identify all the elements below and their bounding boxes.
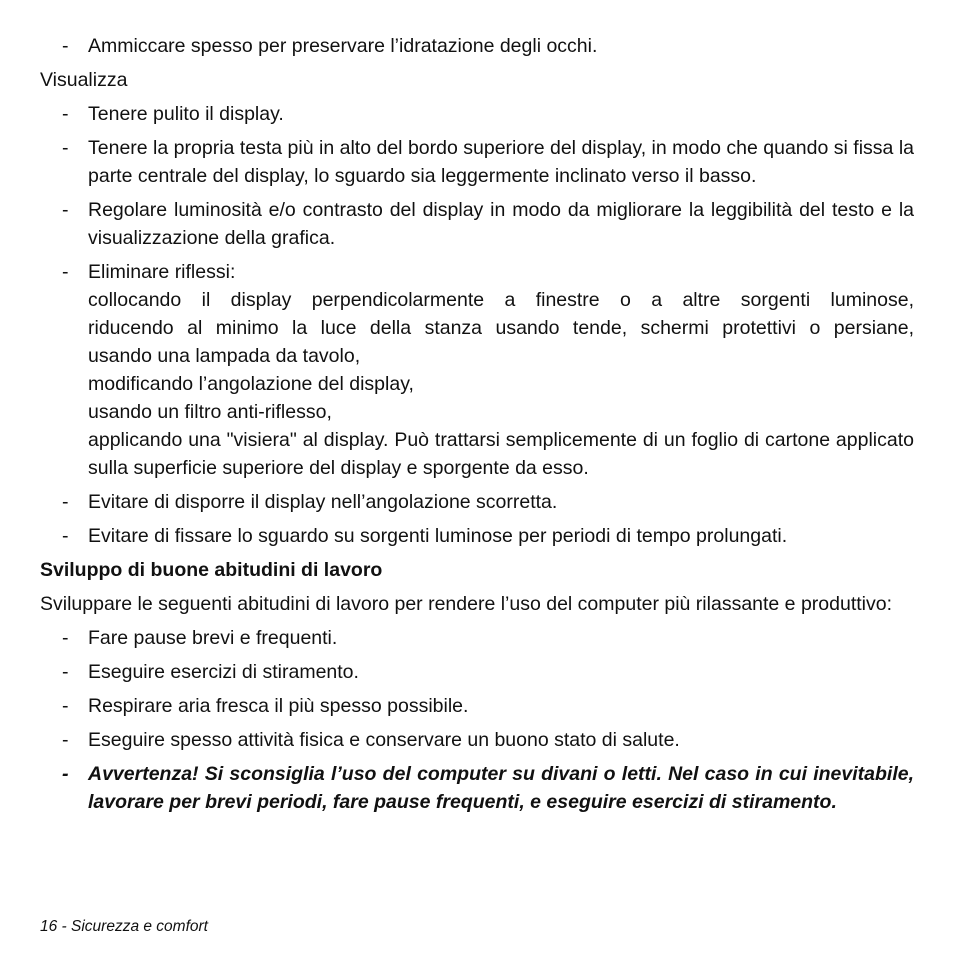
sub-line: usando una lampada da tavolo, <box>88 345 361 367</box>
list-item-text: Evitare di disporre il display nell’angolazione scorretta. <box>88 491 558 513</box>
bullet-dash: - <box>62 35 69 57</box>
list-item-text: Tenere pulito il display. <box>88 103 284 125</box>
list-item-light-sources <box>40 522 914 550</box>
list-item-text: Regolare luminosità e/o contrasto del display in modo da migliorare la leggibilità del testo e la visualizzazione della grafica. <box>88 199 914 249</box>
list-item-blink <box>40 32 914 60</box>
list-item-text: Respirare aria fresca il più spesso possibile. <box>88 695 469 717</box>
list-item-exercise <box>40 726 914 754</box>
intro-paragraph: Sviluppare le seguenti abitudini di lavoro per rendere l’uso del computer più rilassante e produttivo: <box>40 593 893 615</box>
sub-line: usando un filtro anti-riflesso, <box>88 401 332 423</box>
list-item-clean-display <box>40 100 914 128</box>
warning-item <box>40 760 914 816</box>
list-item-fresh-air <box>40 692 914 720</box>
bullet-dash: - <box>62 525 69 547</box>
list-item-text: Evitare di fissare lo sguardo su sorgenti luminose per periodi di tempo prolungati. <box>88 525 788 547</box>
list-item-head-position <box>40 134 914 190</box>
bullet-dash: - <box>62 199 69 221</box>
list-item-text: Tenere la propria testa più in alto del bordo superiore del display, in modo che quando si fissa la parte centrale del display, lo sguardo sia leggermente inclinato verso il basso. <box>88 137 914 187</box>
list-item-stretching <box>40 658 914 686</box>
list-item-text: Eseguire esercizi di stiramento. <box>88 661 359 683</box>
bullet-dash: - <box>62 627 69 649</box>
bullet-dash: - <box>62 695 69 717</box>
section-label-visualizza: Visualizza <box>40 69 128 91</box>
list-item-text: Eseguire spesso attività fisica e conservare un buono stato di salute. <box>88 729 680 751</box>
list-item-breaks <box>40 624 914 652</box>
sub-line: modificando l’angolazione del display, <box>88 373 414 395</box>
bullet-dash: - <box>62 261 69 283</box>
list-item-text: Fare pause brevi e frequenti. <box>88 627 338 649</box>
page-footer: 16 - Sicurezza e comfort <box>40 918 208 935</box>
list-item-angle <box>40 488 914 516</box>
bullet-dash: - <box>62 103 69 125</box>
sub-line: applicando una "visiera" al display. Può trattarsi semplicemente di un foglio di cartone applicato sulla superficie superiore del display e sporgente da esso. <box>88 429 914 479</box>
bullet-dash: - <box>62 137 69 159</box>
bullet-dash: - <box>62 729 69 751</box>
bullet-dash: - <box>62 763 69 785</box>
list-item-reflections <box>40 258 914 482</box>
list-item-text: Ammiccare spesso per preservare l’idratazione degli occhi. <box>88 35 598 57</box>
bullet-dash: - <box>62 661 69 683</box>
list-item-title: Eliminare riflessi: <box>88 261 236 283</box>
sub-line: riducendo al minimo la luce della stanza usando tende, schermi protettivi o persiane, <box>88 317 914 339</box>
section-heading: Sviluppo di buone abitudini di lavoro <box>40 559 383 581</box>
bullet-dash: - <box>62 491 69 513</box>
list-item-brightness <box>40 196 914 252</box>
sub-line: collocando il display perpendicolarmente a finestre o a altre sorgenti luminose, <box>88 289 914 311</box>
warning-text: Avvertenza! Si sconsiglia l’uso del computer su divani o letti. Nel caso in cui inevitabile, lavorare per brevi periodi, fare pause frequenti, e eseguire esercizi di stiramento. <box>88 763 914 813</box>
document-page <box>40 32 914 822</box>
